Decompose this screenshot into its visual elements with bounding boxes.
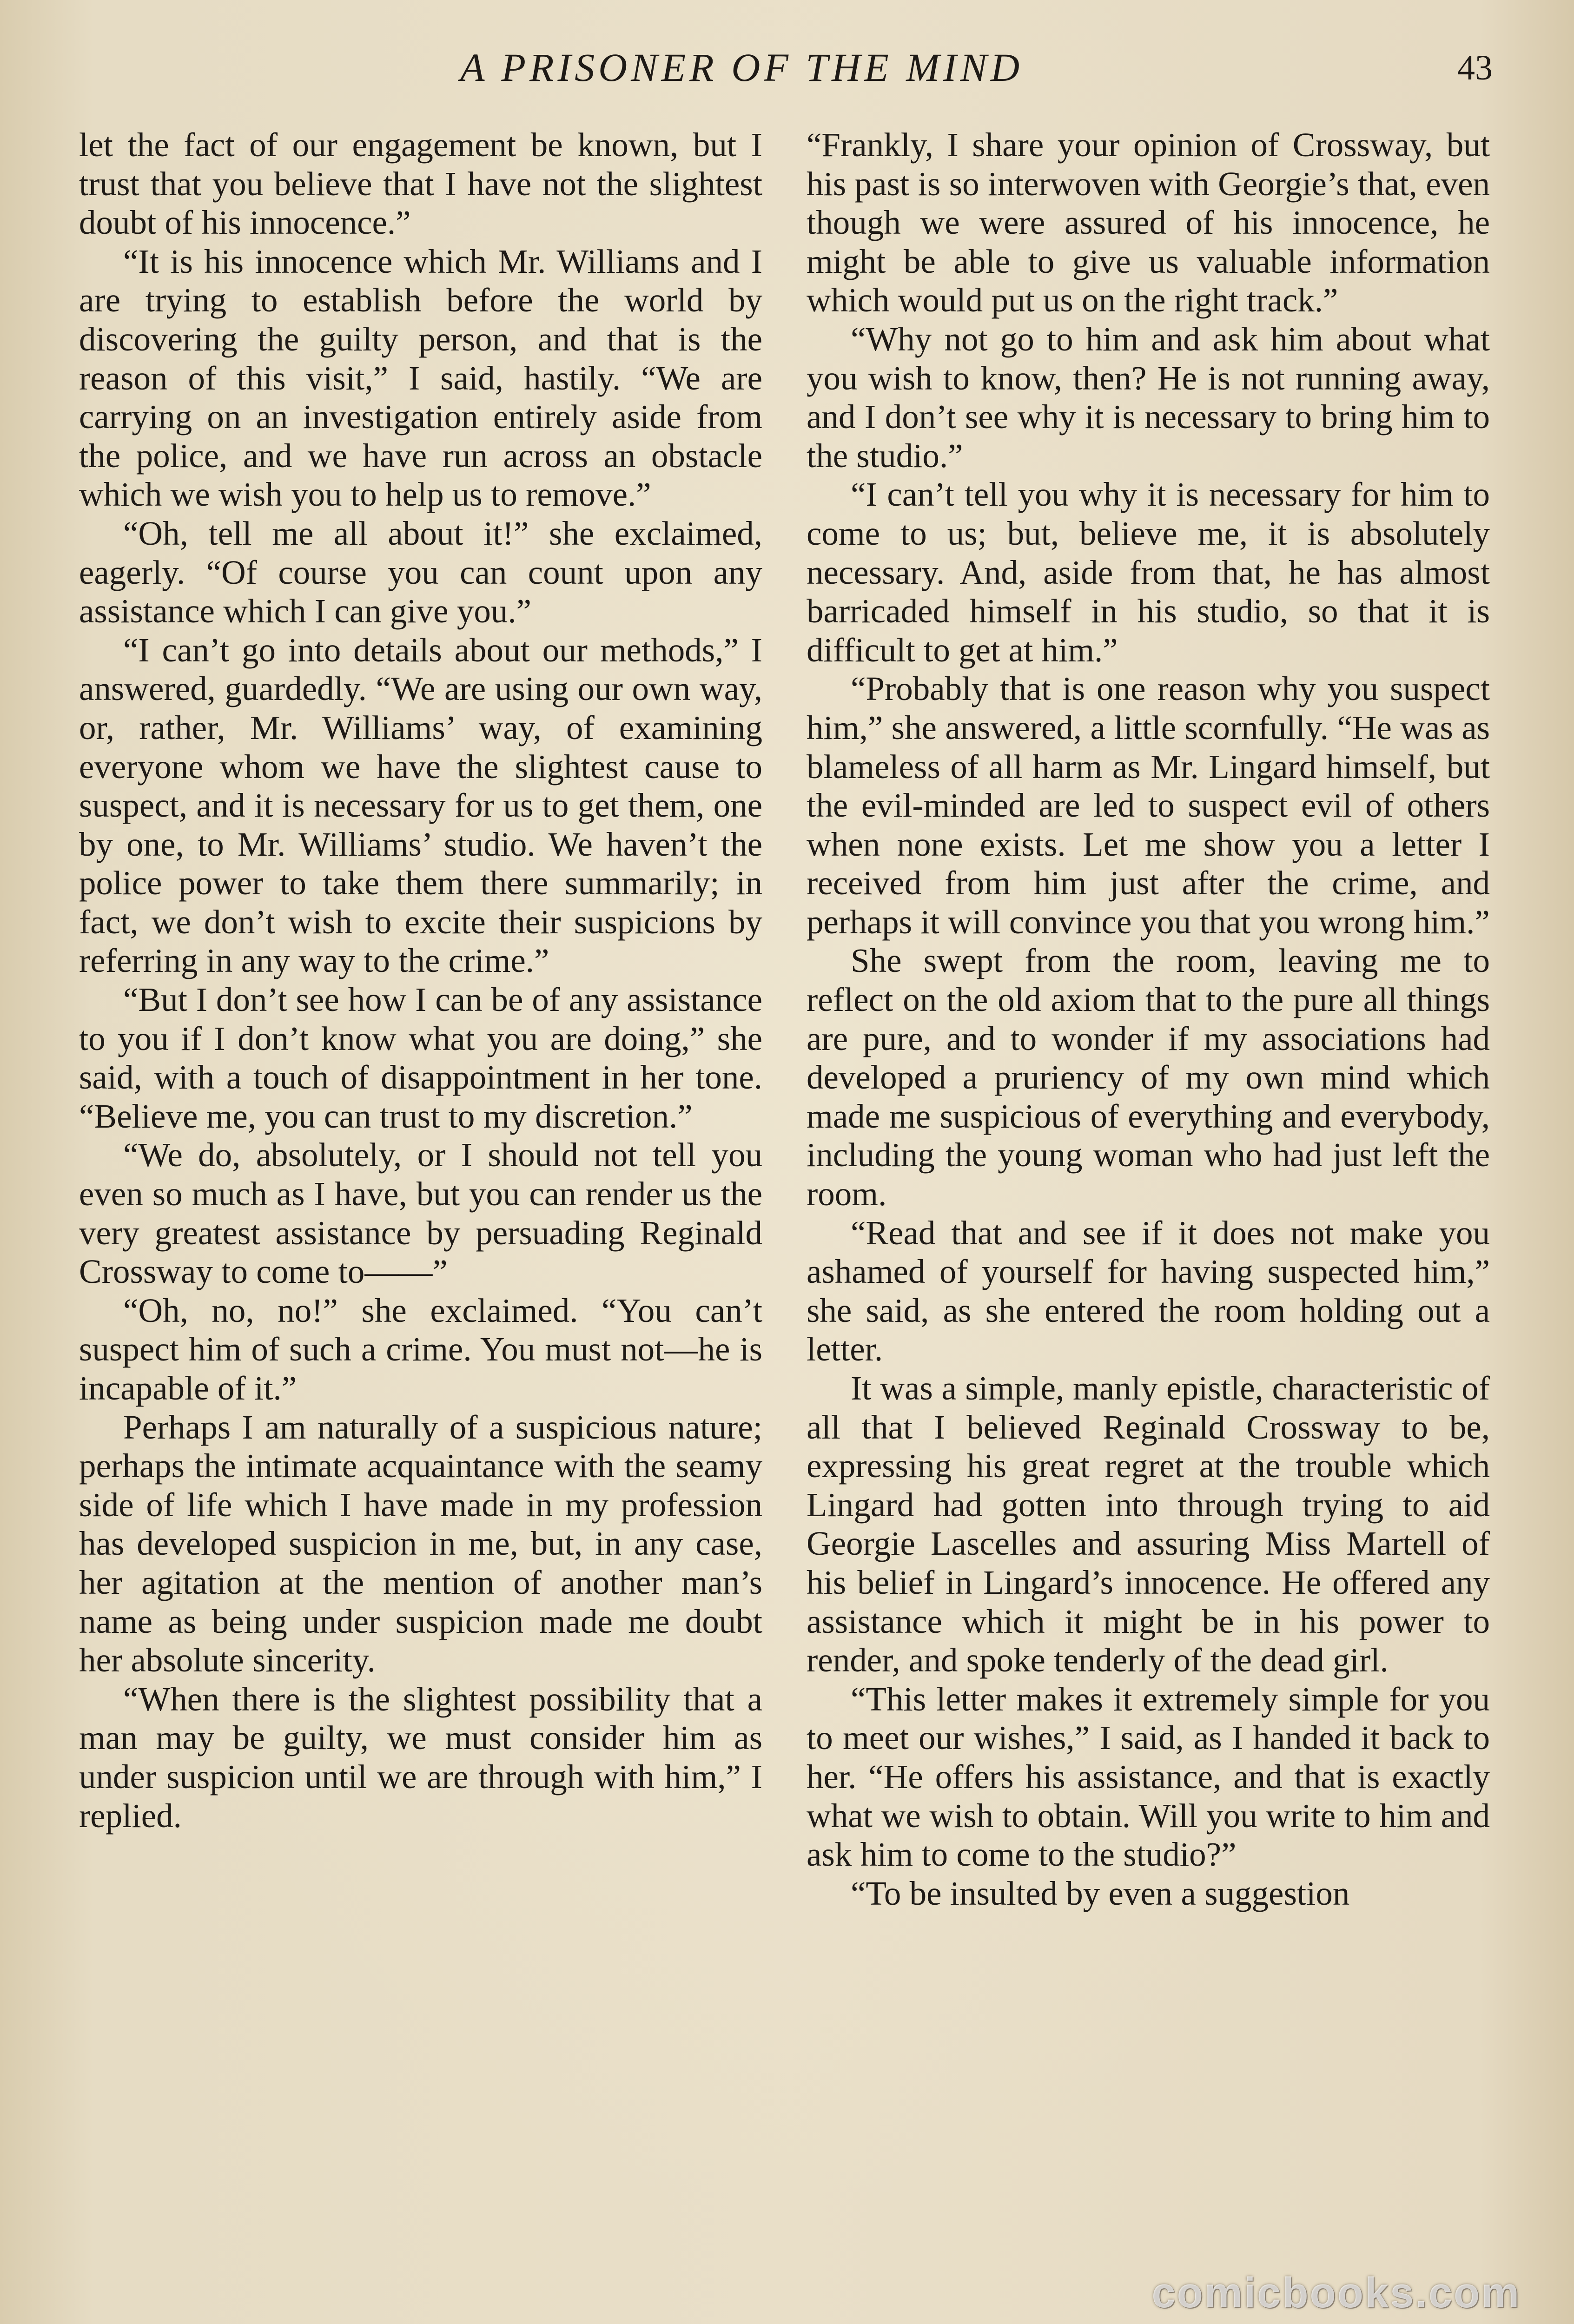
paragraph: “Probably that is one reason why you suspect him,” she answered, a little scornfully. “He was as blameless of all harm as Mr. Lingard himself, but the evil-minded are led to suspect evil of others when none exists. Let me show you a letter I received from him just after the crime, and perhaps it will convince you that you wrong him.”: [807, 670, 1490, 941]
paragraph: “We do, absolutely, or I should not tell you even so much as I have, but you can render us the very greatest assistance by persuading Reginald Crossway to come to——”: [79, 1136, 762, 1291]
left-column: [79, 125, 762, 2287]
paragraph: “But I don’t see how I can be of any assistance to you if I don’t know what you are doing,” she said, with a touch of disappointment in her tone. “Believe me, you can trust to my discretion.”: [79, 981, 762, 1135]
paragraph: She swept from the room, leaving me to reflect on the old axiom that to the pure all things are pure, and to wonder if my associations had developed a pruriency of my own mind which made me suspicious of everything and everybody, including the young woman who had just left the room.: [807, 942, 1490, 1213]
paragraph: let the fact of our engagement be known, but I trust that you believe that I have not the slightest doubt of his innocence.”: [79, 126, 762, 242]
paragraph: It was a simple, manly epistle, characteristic of all that I believed Reginald Crossway to be, expressing his great regret at the trouble which Lingard had gotten into through trying to aid Georgie Lascelles and assuring Miss Martell of his belief in Lingard’s innocence. He offered any assistance which it might be in his power to render, and spoke tenderly of the dead girl.: [807, 1369, 1490, 1679]
paragraph: “To be insulted by even a suggestion: [851, 1874, 1350, 1912]
paragraph: “Oh, tell me all about it!” she exclaimed, eagerly. “Of course you can count upon any assistance which I can give you.”: [79, 514, 762, 630]
paragraph: “I can’t go into details about our methods,” I answered, guardedly. “We are using our own way, or, rather, Mr. Williams’ way, of examining everyone whom we have the slightest cause to suspect, and it is necessary for us to get them, one by one, to Mr. Williams’ studio. We haven’t the police power to take them there summarily; in fact, we don’t wish to excite their suspicions by referring in any way to the crime.”: [79, 631, 762, 980]
paragraph: “Oh, no, no!” she exclaimed. “You can’t suspect him of such a crime. You must not—he is incapable of it.”: [79, 1291, 762, 1407]
paragraph: “This letter makes it extremely simple for you to meet our wishes,” I said, as I handed it back to her. “He offers his assistance, and that is exactly what we wish to obtain. Will you write to him and ask him to come to the studio?”: [807, 1680, 1490, 1874]
page-header: [0, 44, 1574, 105]
paragraph: “It is his innocence which Mr. Williams and I are trying to establish before the world by discovering the guilty person, and that is the reason of this visit,” I said, hastily. “We are carrying on an investigation entirely aside from the police, and we have run across an obstacle which we wish you to help us to remove.”: [79, 242, 762, 514]
paragraph: “Read that and see if it does not make you ashamed of yourself for having suspected him,” she said, as she entered the room holding out a letter.: [807, 1214, 1490, 1368]
paragraph: Perhaps I am naturally of a suspicious nature; perhaps the intimate acquaintance with the seamy side of life which I have made in my profession has developed suspicion in me, but, in any case, her agitation at the mention of another man’s name as being under suspicion made me doubt her absolute sincerity.: [79, 1408, 762, 1679]
paragraph: “When there is the slightest possibility that a man may be guilty, we must consider him as under suspicion until we are through with him,” I replied.: [79, 1680, 762, 1835]
paragraph: “I can’t tell you why it is necessary for him to come to us; but, believe me, it is absolutely necessary. And, aside from that, he has almost barricaded himself in his studio, so that it is difficult to get at him.”: [807, 475, 1490, 669]
page-number: 43: [1457, 48, 1493, 87]
paragraph: “Why not go to him and ask him about what you wish to know, then? He is not running away, and I don’t see why it is necessary to bring him to the studio.”: [807, 320, 1490, 475]
running-title: A PRISONER OF THE MIND: [460, 45, 1024, 90]
site-watermark: comicbooks.com: [1151, 2269, 1521, 2317]
right-column: [807, 125, 1490, 2287]
paragraph: “Frankly, I share your opinion of Crossway, but his past is so interwoven with Georgie’s that, even though we were assured of his innocence, he might be able to give us valuable information which would put us on the right track.”: [807, 126, 1490, 319]
